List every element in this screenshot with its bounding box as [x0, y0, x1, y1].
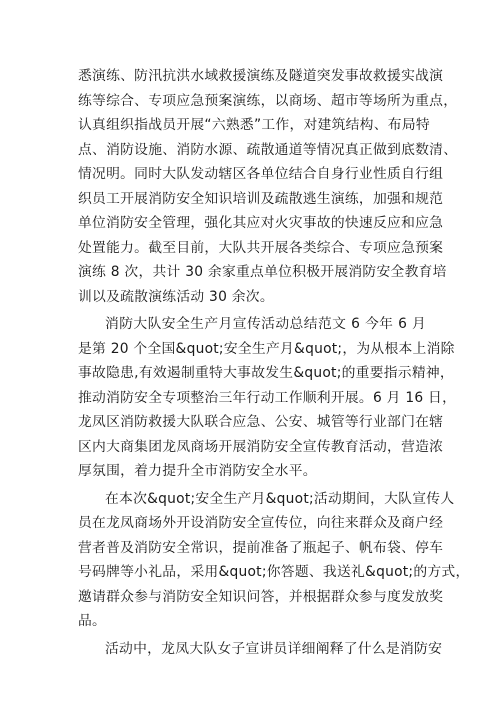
text-line: 情况明。同时大队发动辖区各单位结合自身行业性质自行组 — [78, 166, 444, 182]
text-line: 单位消防安全管理，强化其应对火灾事故的快速反应和应急 — [78, 215, 444, 231]
text-line: 龙凤区消防救援大队联合应急、公安、城管等行业部门在辖 — [78, 414, 444, 430]
text-line: 号码牌等小礼品，采用&quot;你答题、我送礼&quot;的方式， — [78, 564, 470, 580]
text-line: 品。 — [78, 613, 107, 629]
text-line: 演练 8 次，共计 30 余家重点单位积极开展消防安全教育培 — [78, 264, 447, 280]
text-line: 处置能力。截至目前，大队共开展各类综合、专项应急预案 — [78, 239, 444, 256]
text-line: 认真组织指战员开展“六熟悉”工作，对建筑结构、布局特 — [78, 117, 430, 133]
text-line: 训以及疏散演练活动 30 余次。 — [78, 288, 274, 305]
text-line: 在本次&quot;安全生产月&quot;活动期间，大队宣传人 — [105, 490, 455, 507]
text-line: 员在龙凤商场外开设消防安全宣传位，向往来群众及商户经 — [78, 515, 444, 531]
text-line: 活动中，龙凤大队女子宣讲员详细阐释了什么是消防安 — [105, 640, 443, 657]
text-line: 织员工开展消防安全知识培训及疏散逃生演练，加强和规范 — [78, 190, 444, 207]
text-line: 推动消防安全专项整治三年行动工作顺利开展。6 月 16 日， — [78, 389, 457, 406]
text-line: 事故隐患,有效遏制重特大事故发生&quot;的重要指示精神， — [78, 365, 454, 381]
text-line: 是第 20 个全国&quot;安全生产月&quot;，为从根本上消除 — [78, 340, 455, 357]
text-line: 厚氛围，着力提升全市消防安全水平。 — [78, 463, 317, 479]
text-line: 营者普及消防安全常识，提前准备了瓶起子、帆布袋、停车 — [78, 539, 444, 556]
paragraph-sample-6-intro — [78, 312, 457, 484]
text-line: 悉演练、防汛抗洪水域救援演练及隧道突发事故救援实战演 — [78, 68, 444, 84]
paragraph-lecture — [78, 637, 443, 662]
paragraph-drill-summary — [78, 64, 458, 309]
paragraph-activity-details — [78, 487, 470, 634]
text-line: 点、消防设施、消防水源、疏散通道等情况真正做到底数清、 — [78, 141, 458, 158]
text-line: 消防大队安全生产月宣传活动总结范文 6 今年 6 月 — [105, 316, 426, 332]
text-line: 区内大商集团龙凤商场开展消防安全宣传教育活动，营造浓 — [78, 438, 444, 455]
document-body — [78, 64, 470, 664]
text-line: 练等综合、专项应急预案演练，以商场、超市等场所为重点， — [78, 92, 458, 109]
text-line: 邀请群众参与消防安全知识问答，并根据群众参与度发放奖 — [78, 588, 444, 605]
